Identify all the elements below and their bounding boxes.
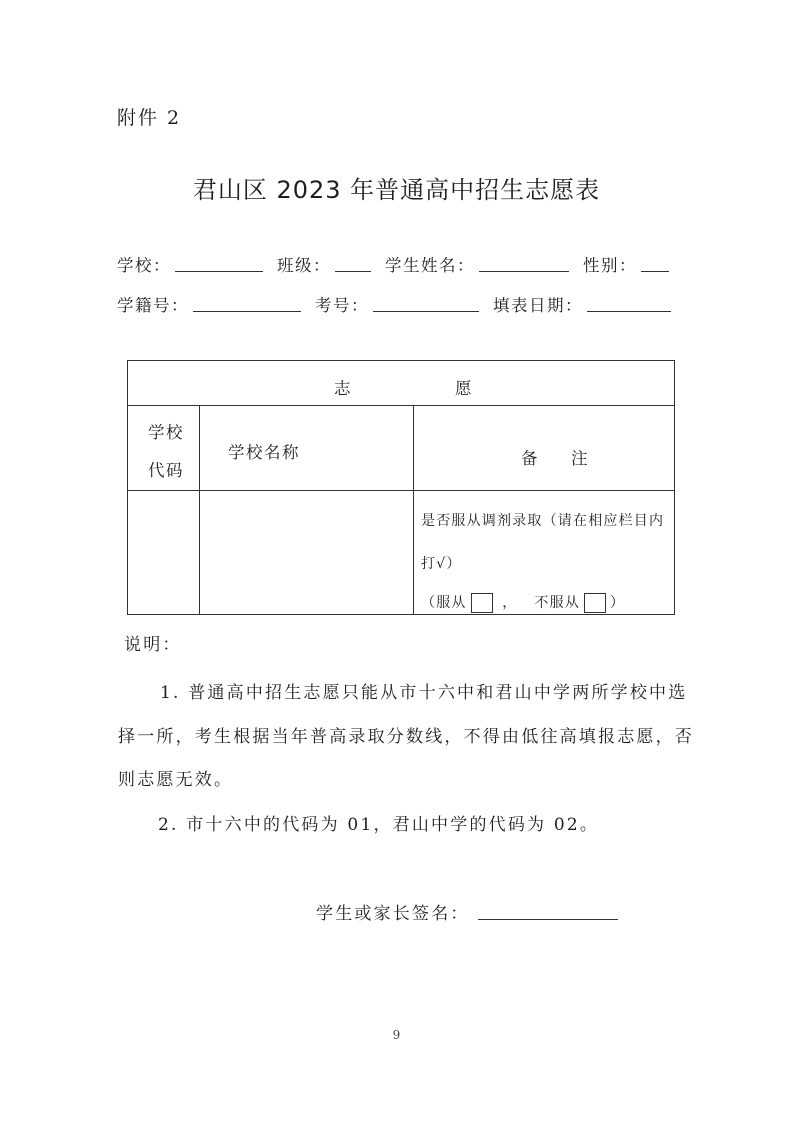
class-field[interactable]	[277, 252, 371, 276]
student-name-label: 学生姓名：	[385, 256, 475, 275]
instruction-1-line-1: 1. 普通高中招生志愿只能从市十六中和君山中学两所学校中选	[160, 683, 688, 703]
instruction-1-line-2: 择一所，考生根据当年普高录取分数线，不得由低往高填报志愿，否	[118, 727, 694, 747]
close-paren: ）	[610, 595, 626, 611]
school-code-cell[interactable]	[128, 492, 198, 614]
instruction-2: 2. 市十六中的代码为 01，君山中学的代码为 02。	[158, 815, 600, 835]
accept-checkbox[interactable]	[471, 593, 493, 613]
page-title: 君山区 2023 年普通高中招生志愿表	[192, 176, 601, 204]
class-input-line[interactable]	[335, 270, 371, 272]
reject-label: 不服从	[534, 595, 581, 611]
exam-number-label: 考号：	[315, 296, 369, 315]
col-note-right: 注	[571, 449, 589, 468]
instruction-1-line-3: 则志愿无效。	[118, 770, 234, 790]
school-input-line[interactable]	[175, 270, 263, 272]
class-label: 班级：	[277, 256, 331, 275]
instructions-heading: 说明：	[124, 635, 182, 655]
adjustment-choice	[421, 592, 625, 613]
header-zhi: 志	[334, 379, 352, 398]
col-code-line2: 代码	[148, 461, 184, 480]
header-yuan: 愿	[455, 379, 473, 398]
accept-label: （服从	[421, 595, 467, 611]
fill-date-field[interactable]	[493, 292, 671, 316]
col-code-line1: 学校	[148, 423, 184, 442]
student-name-input-line[interactable]	[479, 270, 569, 272]
annex-label: 附件 2	[117, 107, 182, 129]
note-line-2: 打√）	[421, 556, 462, 572]
code-column-divider	[199, 405, 200, 614]
signature-input-line[interactable]	[478, 918, 618, 920]
col-note-left: 备	[521, 449, 539, 468]
exam-number-field[interactable]	[315, 292, 479, 316]
school-field[interactable]	[117, 252, 263, 276]
page-number: 9	[392, 1028, 401, 1042]
separator: ，	[502, 595, 518, 611]
name-column-divider	[413, 405, 414, 614]
column-header-divider	[128, 490, 674, 491]
signature-field[interactable]	[316, 899, 618, 924]
school-label: 学校：	[117, 256, 171, 275]
info-row-1	[117, 252, 669, 276]
student-id-field[interactable]	[117, 292, 301, 316]
col-school-name: 学校名称	[228, 443, 300, 462]
header-divider	[128, 405, 674, 406]
student-id-input-line[interactable]	[193, 310, 301, 312]
gender-label: 性别：	[583, 256, 637, 275]
fill-date-label: 填表日期：	[493, 296, 583, 315]
fill-date-input-line[interactable]	[587, 310, 671, 312]
school-name-cell[interactable]	[201, 492, 412, 614]
student-name-field[interactable]	[385, 252, 569, 276]
student-id-label: 学籍号：	[117, 296, 189, 315]
reject-checkbox[interactable]	[584, 593, 606, 613]
gender-input-line[interactable]	[641, 270, 669, 272]
application-table	[127, 360, 675, 615]
info-row-2	[117, 292, 671, 316]
note-line-1: 是否服从调剂录取（请在相应栏目内	[421, 513, 665, 529]
signature-label: 学生或家长签名：	[316, 904, 470, 924]
exam-number-input-line[interactable]	[373, 310, 479, 312]
gender-field[interactable]	[583, 252, 669, 276]
